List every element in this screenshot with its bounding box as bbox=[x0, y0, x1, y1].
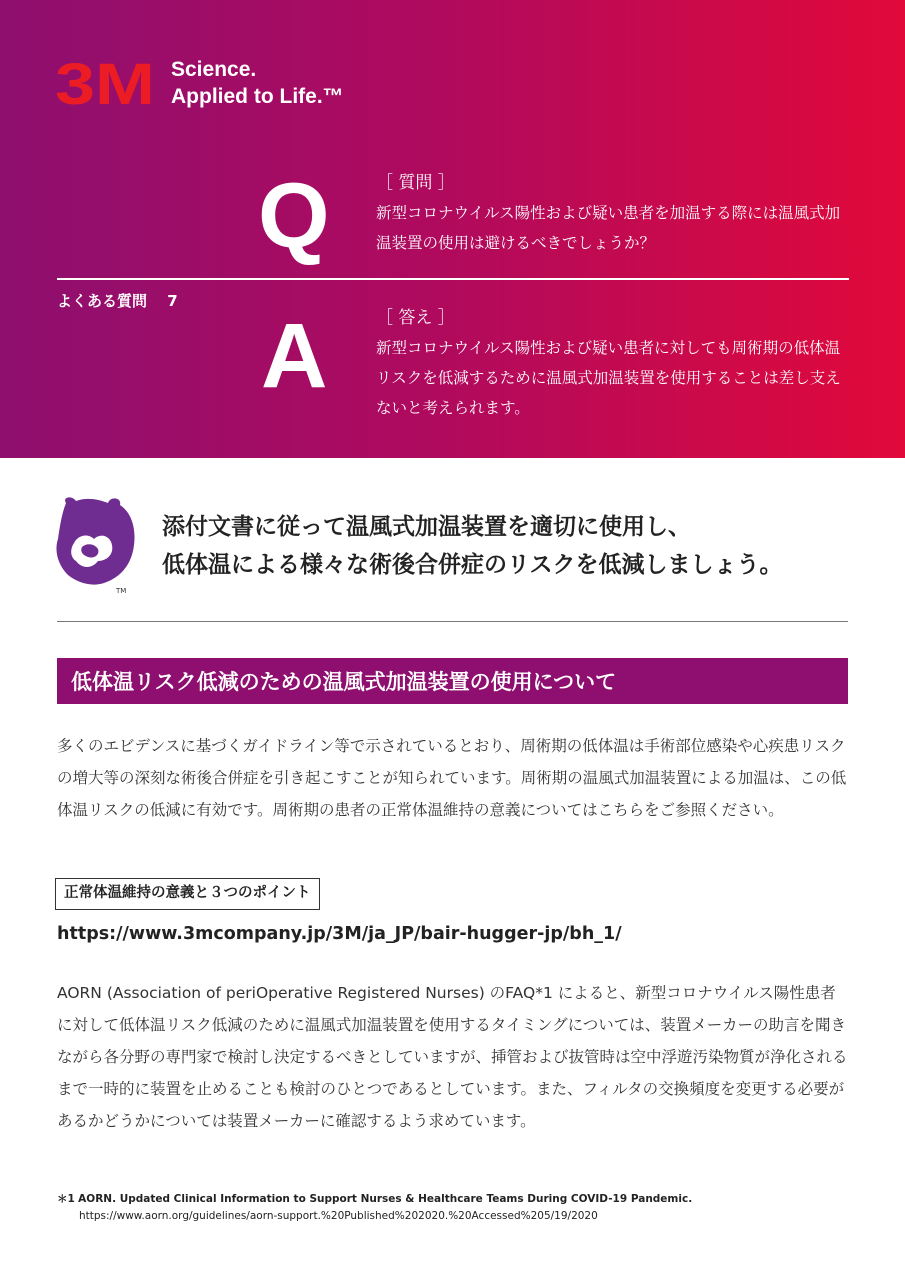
footnote-title: AORN. Updated Clinical Information to Support Nurses & Healthcare Teams During COVID-19 Pandemic. bbox=[78, 1193, 693, 1205]
trademark-label: TM bbox=[116, 587, 127, 595]
headline-line2: 低体温による様々な術後合併症のリスクを低減しましょう。 bbox=[162, 552, 783, 578]
tagline-line2: Applied to Life.™ bbox=[171, 85, 344, 108]
section-title: 低体温リスク低減のための温風式加温装置の使用について bbox=[71, 670, 617, 694]
body-paragraph-1: 多くのエビデンスに基づくガイドライン等で示されているとおり、周術期の低体温は手術部位感染や心疾患リスクの増大等の深刻な術後合併症を引き起こすことが知られています。周術期の温風式加温装置による加温は、この低体温リスクの低減に有効です。周術期の患者の正常体温維持の意義についてはこちらをご参照ください。 bbox=[57, 737, 847, 819]
bear-logo-icon bbox=[52, 495, 138, 595]
footnote-url[interactable]: https://www.aorn.org/guidelines/aorn-support.%20Published%202020.%20Accessed%205/19/2020 bbox=[79, 1210, 598, 1222]
link-label-box: 正常体温維持の意義と３つのポイント bbox=[55, 878, 320, 910]
body-paragraph-2: AORN (Association of periOperative Registered Nurses) のFAQ*1 によると、新型コロナウイルス陽性患者に対して低体温リスク低減のために温風式加温装置を使用するタイミングについては、装置メーカーの助言を聞きながら各分野の専門家で検討し決定するべきとしていますが、挿管および抜管時は空中浮遊汚染物質が浄化されるまで一時的に装置を止めることも検討のひとつであるとしています。また、フィルタの交換頻度を変更する必要があるかどうかについては装置メーカーに確認するよう求めています。 bbox=[57, 984, 848, 1130]
qa-divider bbox=[57, 278, 849, 280]
section-divider bbox=[57, 621, 848, 622]
answer-label: ［ 答え ］ bbox=[376, 308, 455, 328]
question-label: ［ 質問 ］ bbox=[376, 173, 455, 193]
3m-logo-icon bbox=[55, 58, 157, 108]
footnote bbox=[57, 1191, 692, 1225]
answer-letter: A bbox=[261, 305, 328, 407]
reference-link[interactable]: https://www.3mcompany.jp/3M/ja_JP/bair-hugger-jp/bh_1/ bbox=[57, 924, 622, 944]
faq-number: よくある質問 7 bbox=[57, 292, 178, 310]
headline-line1: 添付文書に従って温風式加温装置を適切に使用し、 bbox=[162, 514, 691, 540]
section-title-banner bbox=[57, 658, 848, 704]
footnote-mark: ＊1 bbox=[57, 1193, 75, 1205]
hero-banner bbox=[0, 0, 905, 458]
brand-logo[interactable] bbox=[55, 56, 344, 110]
brand-tagline bbox=[171, 56, 344, 110]
question-text: 新型コロナウイルス陽性および疑い患者を加温する際には温風式加温装置の使用は避けるべきでしょうか？ bbox=[376, 204, 841, 252]
answer-text: 新型コロナウイルス陽性および疑い患者に対しても周術期の低体温リスクを低減するために温風式加温装置を使用することは差し支えないと考えられます。 bbox=[376, 339, 841, 417]
tagline-line1: Science. bbox=[171, 58, 257, 81]
headline bbox=[162, 508, 783, 584]
svg-text:3M: 3M bbox=[55, 58, 155, 108]
question-letter: Q bbox=[258, 165, 330, 267]
